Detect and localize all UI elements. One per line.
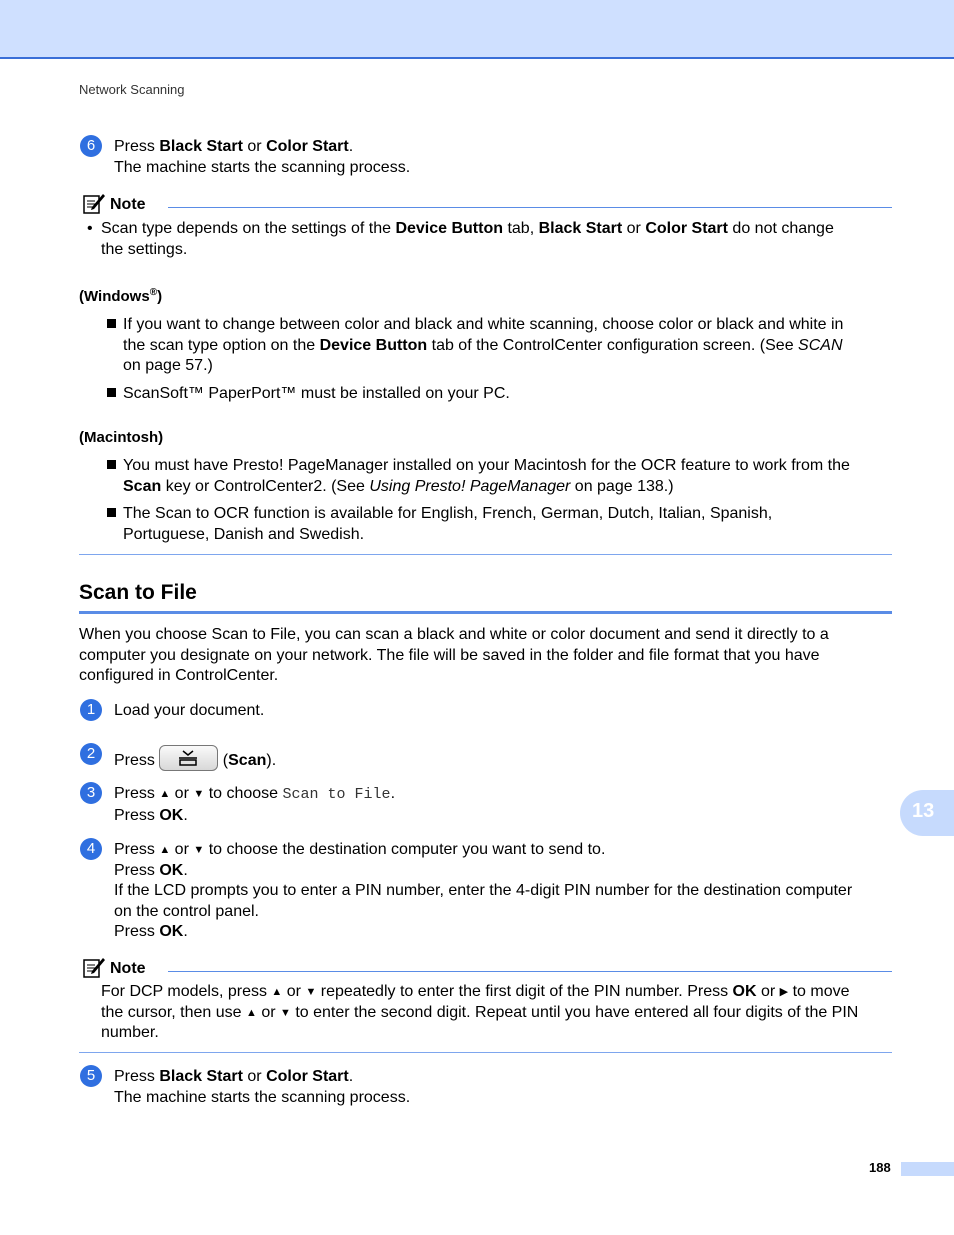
scan-key-button xyxy=(159,745,218,771)
note-header xyxy=(80,957,892,981)
note-1-text: Scan type depends on the settings of the Device Button tab, Black Start or Color Start do not change the settings. xyxy=(101,220,834,258)
note-bullet: • xyxy=(87,220,93,237)
scan-key-icon xyxy=(177,749,199,767)
section-title: Scan to File xyxy=(79,581,197,604)
step-number-6: 6 xyxy=(80,135,102,157)
note-pencil-icon xyxy=(82,193,106,215)
section-rule xyxy=(79,611,892,614)
page-number-bar xyxy=(901,1162,954,1176)
note-2-text: For DCP models, press ▲ or ▼ repeatedly to enter the first digit of the PIN number. Press OK or ▶ to move the cursor, then use ▲ or ▼ to enter the second digit. Repeat until you have entered all four digits of the PIN number. xyxy=(101,983,859,1041)
step-number-2: 2 xyxy=(80,743,102,765)
mac-heading: (Macintosh) xyxy=(79,429,164,446)
down-arrow-icon: ▼ xyxy=(193,788,205,800)
bullet-square xyxy=(107,508,116,517)
step-6-text: Press Black Start or Color Start. The machine starts the scanning process. xyxy=(114,138,411,176)
step-3-text: Press ▲ or ▼ to choose Scan to File. Press OK. xyxy=(114,785,396,824)
step-number-1: 1 xyxy=(80,699,102,721)
step-2-text: Press (Scan). xyxy=(114,745,276,772)
down-arrow-icon: ▼ xyxy=(305,986,317,998)
step-5-text: Press Black Start or Color Start. The machine starts the scanning process. xyxy=(114,1068,411,1106)
note-end-rule xyxy=(79,1052,892,1053)
mac-item-2: The Scan to OCR function is available for English, French, German, Dutch, Italian, Spanish, Portuguese, Danish and Swedish. xyxy=(107,504,897,545)
step-4-text: Press ▲ or ▼ to choose the destination computer you want to send to. Press OK. If the LCD prompts you to enter a PIN number, enter the 4-digit PIN number for the destination computer on the control panel. Press OK. xyxy=(114,841,853,940)
note-pencil-icon xyxy=(82,957,106,979)
windows-heading: (Windows®) xyxy=(79,287,163,305)
windows-item-2: ScanSoft™ PaperPort™ must be installed on your PC. xyxy=(107,384,510,405)
windows-item-1: If you want to change between color and black and white scanning, choose color or black and white in the scan type option on the Device Button tab of the ControlCenter configuration screen. (See SCAN on page 57.) xyxy=(107,315,897,377)
step-number-5: 5 xyxy=(80,1065,102,1087)
up-arrow-icon: ▲ xyxy=(245,1006,257,1019)
note-rule xyxy=(168,207,892,208)
chapter-tab: 13 xyxy=(900,790,954,836)
page-number: 188 xyxy=(869,1160,891,1175)
bullet-square xyxy=(107,460,116,469)
up-arrow-icon: ▲ xyxy=(159,844,171,856)
note-header xyxy=(80,193,892,217)
up-arrow-icon: ▲ xyxy=(271,986,283,998)
note-rule xyxy=(168,971,892,972)
down-arrow-icon: ▼ xyxy=(193,844,205,856)
bullet-square xyxy=(107,388,116,397)
running-header: Network Scanning xyxy=(79,82,185,97)
right-arrow-icon: ▶ xyxy=(779,986,789,998)
note-label: Note xyxy=(110,960,146,977)
step-1-text: Load your document. xyxy=(114,702,265,719)
note-end-rule xyxy=(79,554,892,555)
up-arrow-icon: ▲ xyxy=(159,788,171,800)
step-number-4: 4 xyxy=(80,838,102,860)
note-label: Note xyxy=(110,196,146,213)
mac-item-1: You must have Presto! PageManager installed on your Macintosh for the OCR feature to work from the Scan key or ControlCenter2. (See Using Presto! PageManager on page 138.) xyxy=(107,456,897,497)
step-number-3: 3 xyxy=(80,782,102,804)
bullet-square xyxy=(107,319,116,328)
down-arrow-icon: ▼ xyxy=(280,1006,291,1019)
top-banner xyxy=(0,0,954,59)
section-intro: When you choose Scan to File, you can scan a black and white or color document and send it directly to a computer you designate on your network. The file will be saved in the folder and file format that you have configured in ControlCenter. xyxy=(79,626,829,684)
